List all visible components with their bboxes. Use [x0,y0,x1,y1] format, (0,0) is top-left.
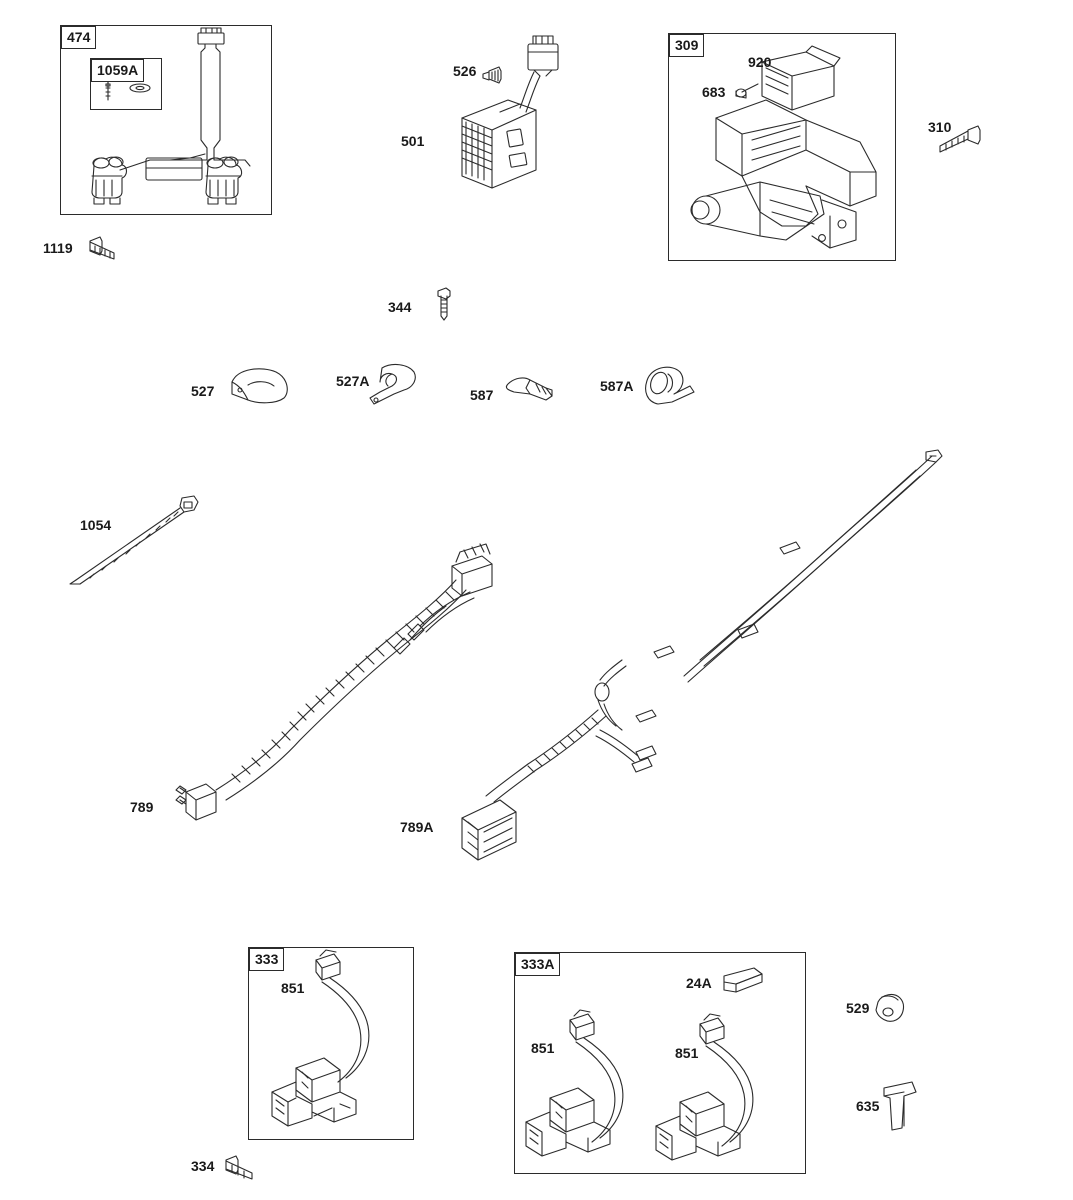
part-527-art [232,369,287,403]
part-527A-art [370,365,415,404]
group-label-333A: 333A [515,953,560,976]
callout-501: 501 [401,133,425,149]
group-box-333A [514,952,806,1174]
part-344-art [438,288,450,320]
part-501-art [462,36,558,188]
callout-344: 344 [388,299,412,315]
part-529-art [876,995,903,1022]
part-789A-art [462,450,942,860]
group-label-1059A: 1059A [91,59,144,82]
callout-587: 587 [470,387,494,403]
callout-851-2: 851 [531,1040,555,1056]
callout-587A: 587A [600,378,634,394]
callout-334: 334 [191,1158,215,1174]
part-526-art [483,67,501,83]
callout-1054: 1054 [80,517,112,533]
callout-310: 310 [928,119,952,135]
group-box-474 [60,25,272,215]
callout-529: 529 [846,1000,870,1016]
group-label-333: 333 [249,948,284,971]
part-789-art [176,544,492,820]
part-1054-art [70,496,198,584]
callout-24A: 24A [686,975,712,991]
callout-789A: 789A [400,819,434,835]
part-1119-art [90,237,114,259]
group-box-309 [668,33,896,261]
group-label-309: 309 [669,34,704,57]
callout-635: 635 [856,1098,880,1114]
part-587-art [506,378,552,400]
callout-789: 789 [130,799,154,815]
callout-683: 683 [702,84,726,100]
part-635-art [884,1082,916,1130]
callout-526: 526 [453,63,477,79]
callout-851-3: 851 [675,1045,699,1061]
callout-527: 527 [191,383,215,399]
group-label-474: 474 [61,26,96,49]
callout-1119: 1119 [43,240,73,256]
part-334-art [226,1156,252,1179]
part-587A-art [646,367,694,404]
callout-527A: 527A [336,373,370,389]
callout-920: 920 [748,54,772,70]
callout-851-1: 851 [281,980,305,996]
group-box-333 [248,947,414,1140]
